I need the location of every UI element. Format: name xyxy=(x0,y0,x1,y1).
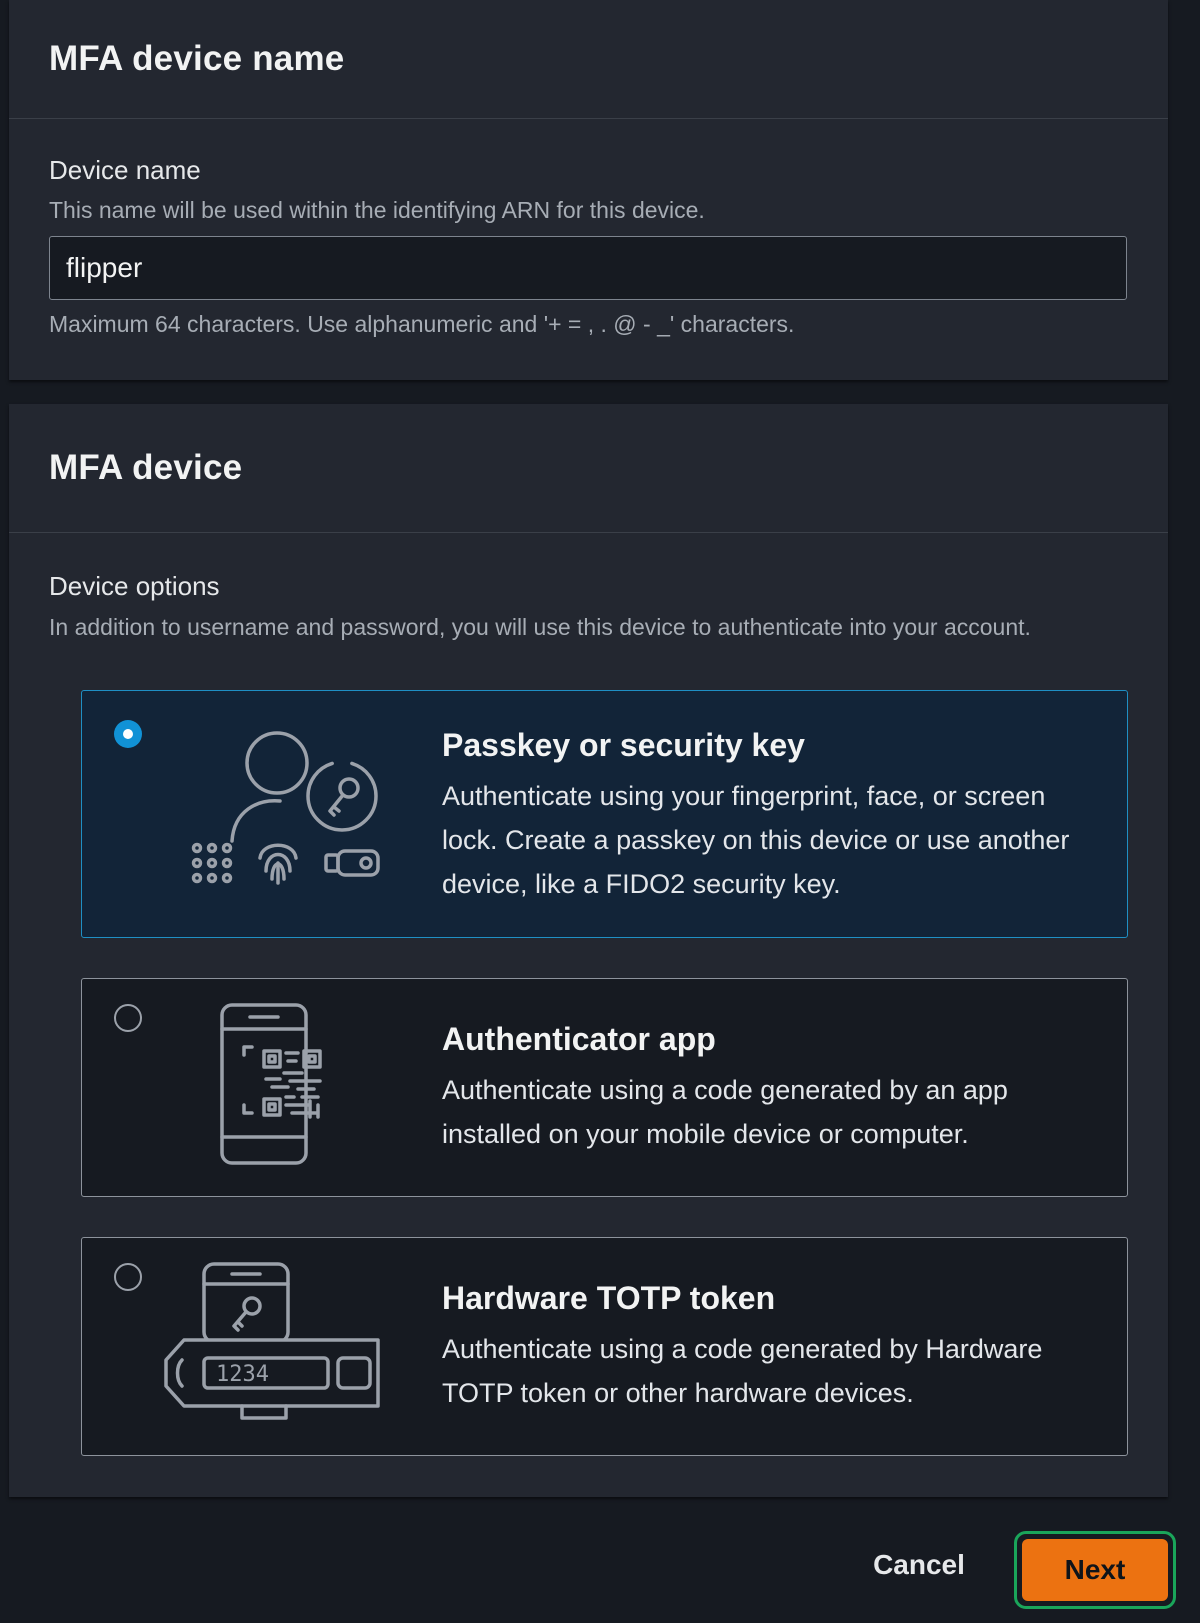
authenticator-title: Authenticator app xyxy=(442,1021,716,1057)
passkey-description: Authenticate using your fingerprint, face, or screen lock. Create a passkey on this device or use another device, like a FIDO2 security key. xyxy=(442,781,1070,899)
device-options-label: Device options xyxy=(49,571,220,601)
device-options-description: In addition to username and password, you will use this device to authenticate into your account. xyxy=(49,614,1031,640)
option-authenticator-app[interactable] xyxy=(81,978,1128,1197)
mfa-device-panel-header xyxy=(9,404,1168,533)
device-name-panel-header xyxy=(9,0,1168,119)
phone-qr-illustration xyxy=(162,1001,402,1181)
authenticator-description: Authenticate using a code generated by an app installed on your mobile device or computer. xyxy=(442,1075,1008,1149)
passkey-illustration xyxy=(162,731,402,911)
device-name-label: Device name xyxy=(49,155,201,185)
totp-description: Authenticate using a code generated by Hardware TOTP token or other hardware devices. xyxy=(442,1334,1043,1408)
passkey-title: Passkey or security key xyxy=(442,727,805,763)
next-button-focus-ring xyxy=(1014,1531,1176,1609)
device-name-input[interactable] xyxy=(49,236,1127,300)
device-name-constraint: Maximum 64 characters. Use alphanumeric and '+ = , . @ - _' characters. xyxy=(49,311,795,337)
device-name-description: This name will be used within the identifying ARN for this device. xyxy=(49,197,705,223)
mfa-device-panel-title: MFA device xyxy=(49,448,243,487)
next-button[interactable]: Next xyxy=(1022,1539,1168,1601)
authenticator-radio[interactable] xyxy=(114,1004,142,1032)
device-name-panel xyxy=(9,0,1168,380)
option-passkey[interactable] xyxy=(81,690,1128,938)
passkey-radio[interactable] xyxy=(114,720,142,748)
token-display-digits: 1234 xyxy=(216,1362,269,1387)
totp-radio[interactable] xyxy=(114,1263,142,1291)
cancel-button[interactable]: Cancel xyxy=(848,1535,990,1595)
device-name-panel-title: MFA device name xyxy=(49,39,345,78)
hardware-token-illustration xyxy=(162,1260,402,1440)
totp-text xyxy=(442,1280,1097,1415)
mfa-device-panel xyxy=(9,404,1168,1497)
authenticator-text xyxy=(442,1021,1097,1156)
passkey-text xyxy=(442,727,1097,906)
totp-title: Hardware TOTP token xyxy=(442,1280,776,1316)
option-hardware-totp[interactable] xyxy=(81,1237,1128,1456)
